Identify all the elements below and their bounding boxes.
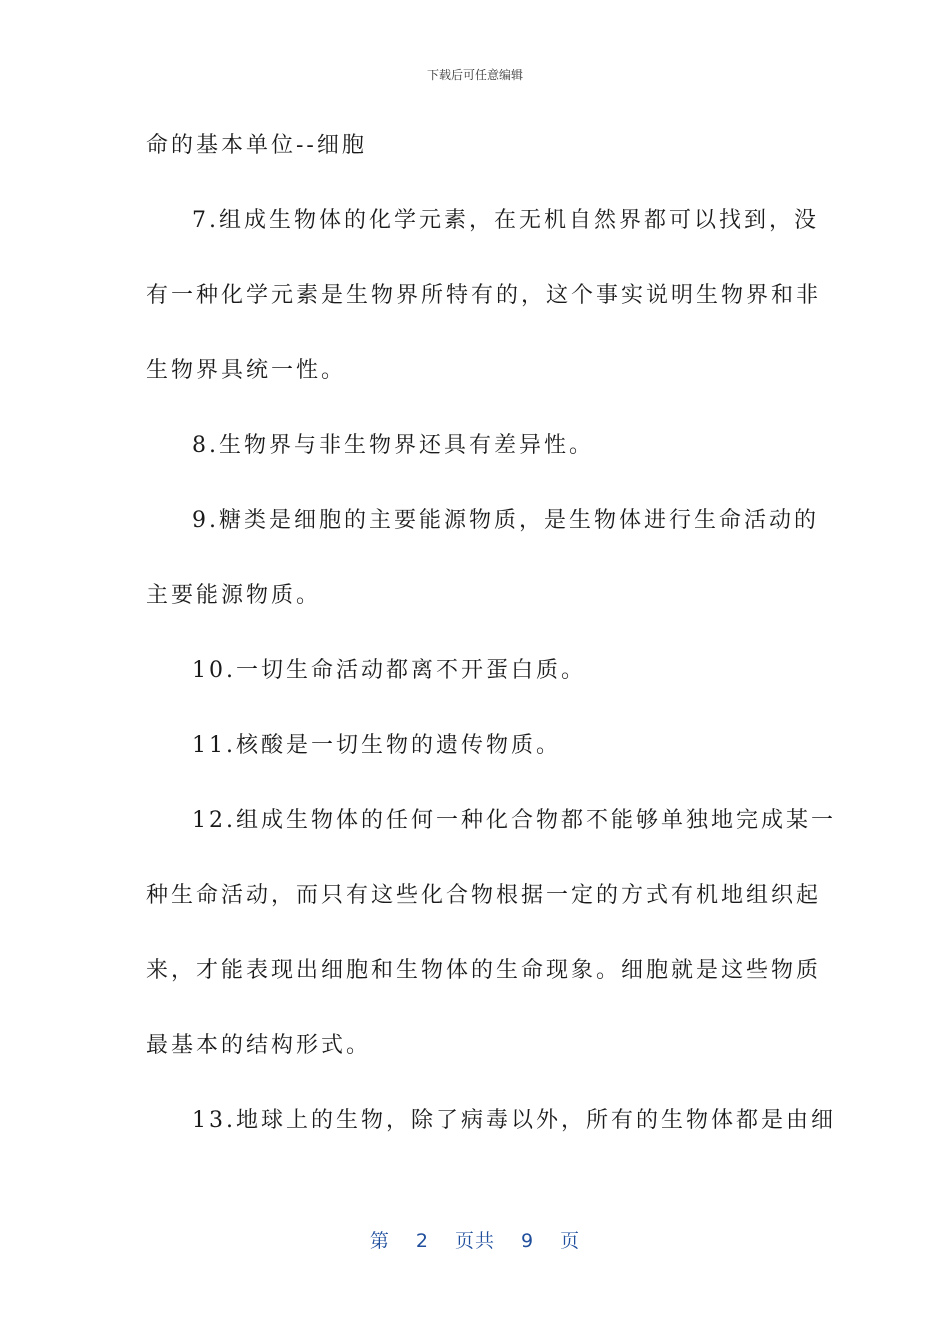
text-line: 主要能源物质。 [146, 583, 322, 608]
text-line: 11.核酸是一切生物的遗传物质。 [192, 733, 561, 758]
text-line: 12.组成生物体的任何一种化合物都不能够单独地完成某一 [192, 808, 836, 833]
text-line: 种生命活动，而只有这些化合物根据一定的方式有机地组织起 [146, 883, 822, 908]
footer-middle: 页共 [454, 1230, 495, 1252]
footer-page-number: 2 [415, 1230, 429, 1252]
text-line: 9.糖类是细胞的主要能源物质，是生物体进行生命活动的 [192, 508, 819, 533]
text-line: 7.组成生物体的化学元素，在无机自然界都可以找到，没 [192, 208, 819, 233]
text-line: 来，才能表现出细胞和生物体的生命现象。细胞就是这些物质 [146, 958, 822, 983]
text-line: 10.一切生命活动都离不开蛋白质。 [192, 658, 586, 683]
page-header: 下载后可任意编辑 [426, 68, 523, 82]
footer-prefix: 第 [369, 1230, 390, 1252]
footer-suffix: 页 [560, 1230, 581, 1252]
text-line: 最基本的结构形式。 [146, 1033, 372, 1058]
text-line: 13.地球上的生物，除了病毒以外，所有的生物体都是由细 [192, 1108, 836, 1133]
text-line: 有一种化学元素是生物界所特有的，这个事实说明生物界和非 [146, 283, 822, 308]
footer-page-total: 9 [521, 1230, 535, 1252]
text-line: 命的基本单位--细胞 [146, 133, 367, 158]
text-line: 生物界具统一性。 [146, 358, 347, 383]
text-line: 8.生物界与非生物界还具有差异性。 [192, 433, 594, 458]
page-footer [0, 1226, 950, 1253]
